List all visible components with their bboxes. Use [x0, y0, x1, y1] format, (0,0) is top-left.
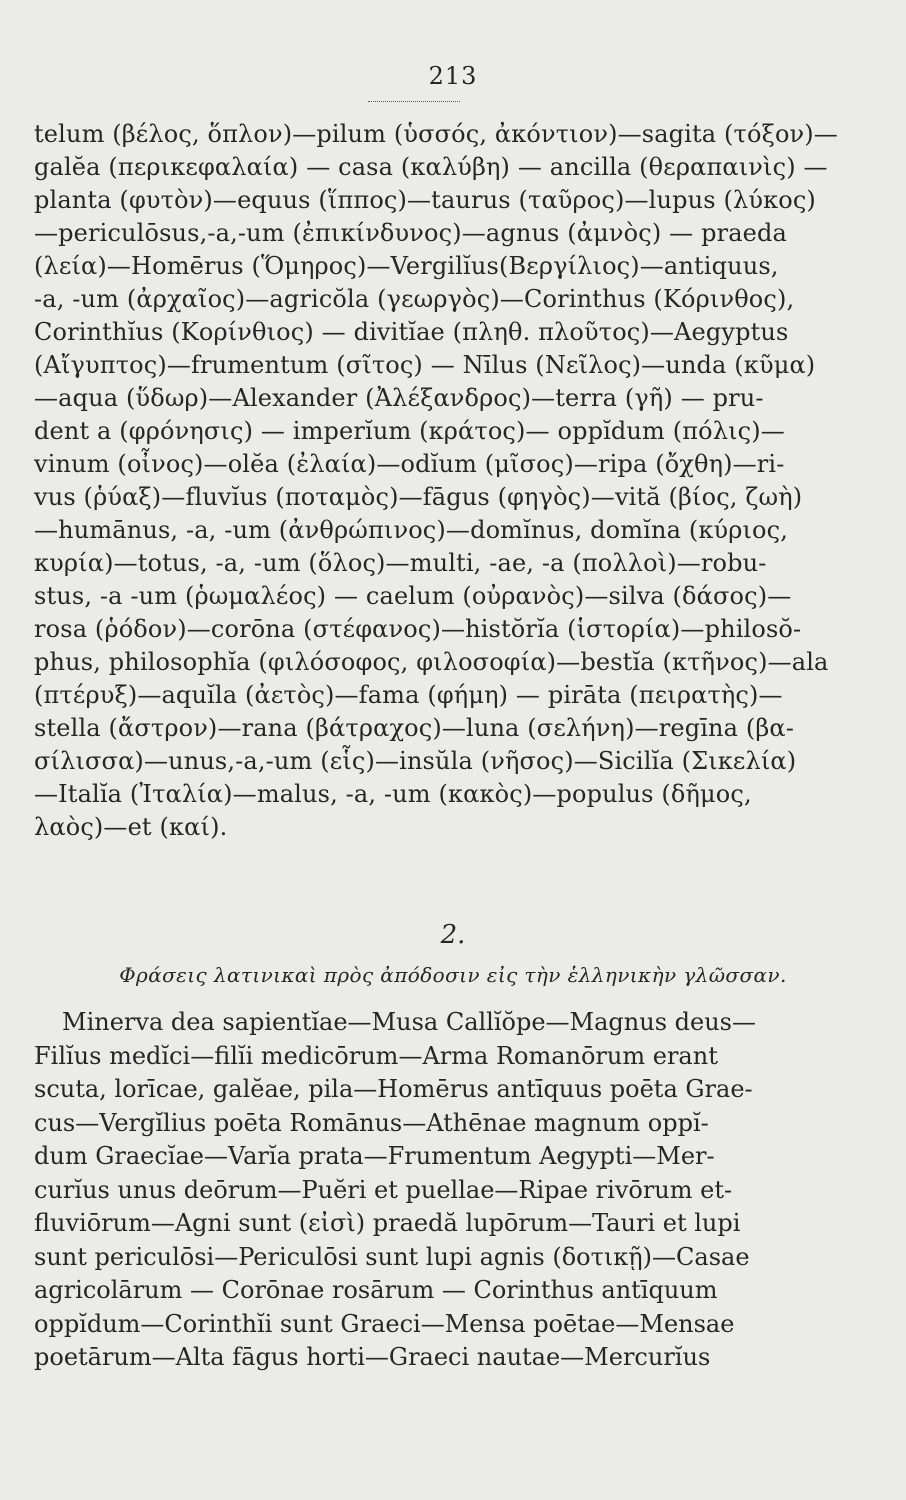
vocabulary-line: galĕa (περικεφαλαία) — casa (καλύβη) — ancilla (θεραπαινὶς) — — [34, 153, 828, 181]
vocabulary-line: —aqua (ὕδωρ)—Alexander (Ἀλέξανδρος)—terra (γῆ) — pru- — [34, 384, 764, 412]
vocabulary-line: dent a (φρόνησις) — imperĭum (κράτος)— oppĭdum (πόλις)— — [34, 417, 785, 445]
vocabulary-list — [34, 118, 874, 844]
sentence-line: poetārum—Alta fāgus horti—Graeci nautae—Mercurĭus — [34, 1343, 711, 1371]
section-number: 2. — [440, 920, 466, 950]
page-number: 213 — [428, 62, 478, 90]
vocabulary-line: —periculōsus,-a,-um (ἐπικίνδυνος)—agnus (ἀμνὸς) — praeda — [34, 219, 787, 247]
vocabulary-line: stella (ἄστρον)—rana (βάτραχος)—luna (σελήνη)—regīna (βα- — [34, 714, 795, 742]
sentence-line: fluviōrum—Agni sunt (εἰσὶ) praedă lupōrum—Tauri et lupi — [34, 1209, 741, 1237]
sentence-line: dum Graecĭae—Varĭa prata—Frumentum Aegypti—Mer- — [34, 1142, 715, 1170]
sentence-line: Minerva dea sapientĭae—Musa Callĭŏpe—Magnus deus— — [62, 1008, 756, 1036]
vocabulary-line: rosa (ῥόδον)—corōna (στέφανος)—histŏrĭa (ἱστορία)—philosŏ- — [34, 615, 802, 643]
vocabulary-line: phus, philosophĭa (φιλόσοφος, φιλοσοφία)—bestĭa (κτῆνος)—ala — [34, 648, 829, 676]
page-number-rule — [368, 101, 460, 102]
vocabulary-line: telum (βέλος, ὅπλον)—pilum (ὑσσός, ἀκόντιον)—sagita (τόξον)— — [34, 120, 838, 148]
vocabulary-line: vus (ῥύαξ)—fluvĭus (ποταμὸς)—fāgus (φηγὸς)—vită (βίος, ζωὴ) — [34, 483, 803, 511]
sentence-line: sunt periculōsi—Periculōsi sunt lupi agnis (δοτικῇ)—Casae — [34, 1242, 750, 1271]
sentence-line: scuta, lorīcae, galĕae, pila—Homērus antīquus poēta Grae- — [34, 1075, 753, 1103]
vocabulary-line: stus, -a -um (ῥωμαλέος) — caelum (οὐρανὸς)—silva (δάσος)— — [34, 582, 792, 610]
vocabulary-line: —humānus, -a, -um (ἀνθρώπινος)—domĭnus, domĭna (κύριος, — [34, 516, 789, 544]
sentence-line: Filĭus medĭci—filĭi medicōrum—Arma Romanōrum erant — [34, 1041, 718, 1070]
vocabulary-line: —Italĭa (Ἰταλία)—malus, -a, -um (κακὸς)—populus (δῆμος, — [34, 780, 752, 808]
sentence-line: agricolārum — Corōnae rosārum — Corinthus antīquum — [34, 1276, 718, 1304]
vocabulary-line: planta (φυτὸν)—equus (ἵππος)—taurus (ταῦρος)—lupus (λύκος) — [34, 186, 816, 214]
sentence-line: cus—Vergĭlius poēta Romānus—Athēnae magnum oppĭ- — [34, 1108, 709, 1137]
sentence-list — [34, 1006, 874, 1375]
sentence-line: curĭus unus deōrum—Puĕri et puellae—Ripae rivōrum et- — [34, 1175, 733, 1204]
vocabulary-line: σίλισσα)—unus,-a,-um (εἷς)—insŭla (νῆσος)—Sicilĭa (Σικελία) — [34, 747, 797, 775]
section-heading: Φράσεις λατινικαὶ πρὸς ἀπόδοσιν εἰς τὴν ἑλληνικὴν γλῶσσαν. — [119, 963, 787, 987]
sentence-line: oppĭdum—Corinthĭi sunt Graeci—Mensa poētae—Mensae — [34, 1309, 735, 1338]
vocabulary-line: κυρία)—totus, -a, -um (ὅλος)—multi, -ae, -a (πολλοὶ)—robu- — [34, 549, 767, 577]
vocabulary-line: (Αἴγυπτος)—frumentum (σῖτος) — Nīlus (Νεῖλος)—unda (κῦμα) — [34, 351, 816, 379]
vocabulary-line: (λεία)—Homērus (Ὅμηρος)—Vergilĭus(Βεργίλιος)—antiquus, — [34, 252, 779, 280]
vocabulary-line: (πτέρυξ)—aquĭla (ἀετὸς)—fama (φήμη) — pirāta (πειρατὴς)— — [34, 681, 783, 709]
vocabulary-line: vinum (οἶνος)—olĕa (ἐλαία)—odĭum (μῖσος)—ripa (ὄχθη)—ri- — [34, 450, 785, 478]
vocabulary-line: -a, -um (ἀρχαῖος)—agricŏla (γεωργὸς)—Corinthus (Κόρινθος), — [34, 285, 795, 313]
vocabulary-line: Corinthĭus (Κορίνθιος) — divitĭae (πληθ. πλοῦτος)—Aegyptus — [34, 318, 789, 346]
vocabulary-line: λαὸς)—et (καί). — [34, 813, 228, 841]
